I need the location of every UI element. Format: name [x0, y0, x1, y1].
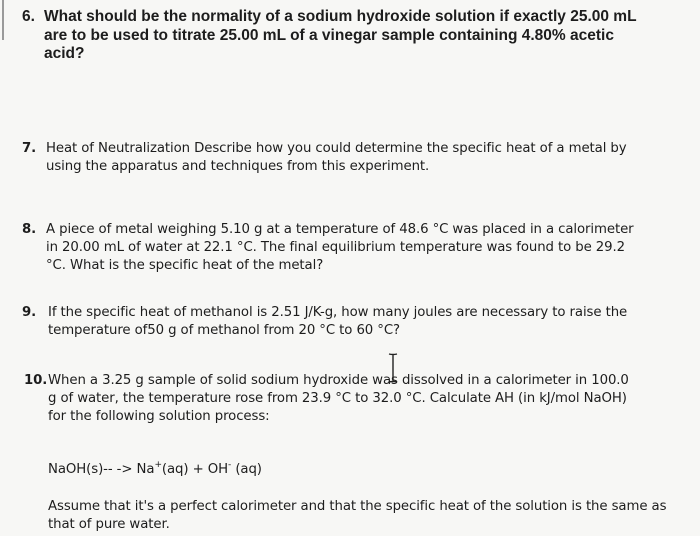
question-text: [44, 8, 684, 64]
question-text: [46, 221, 676, 276]
assumption-line: Assume that it's a perfect calorimeter and that the specific heat of the solution is the: [48, 499, 608, 514]
question-line: °C. What is the specific heat of the metal?: [46, 258, 324, 274]
question-number: 8.: [22, 222, 37, 237]
hydroxide-charge: -: [228, 460, 232, 470]
assumption-line: same as that of pure water.: [48, 499, 667, 533]
sodium-charge: +: [154, 460, 162, 470]
question-text: [48, 372, 678, 427]
question-number: 9.: [22, 305, 37, 320]
question-line: When a 3.25 g sample of solid sodium hydroxide was dissolved in a calorimeter in 100.0: [48, 373, 629, 388]
question-line: g of water, the temperature rose from 23.9 °C to 32.0 °C. Calculate AH (in kJ/mol NaOH): [48, 391, 627, 407]
question-line: What should be the normality of a sodium hydroxide solution if exactly 25.00 mL: [44, 8, 637, 25]
question-text: [46, 140, 676, 176]
question-line: acid?: [44, 45, 85, 62]
equation-sodium-state: (aq) + OH: [161, 462, 229, 477]
question-number: 7.: [22, 141, 37, 156]
assumption-note: [48, 498, 668, 534]
question-line: temperature of50 g of methanol from 20 °C to 60 °C?: [48, 323, 400, 339]
question-line: in 20.00 mL of water at 22.1 °C. The final equilibrium temperature was found to be 29.2: [46, 240, 626, 256]
question-line: using the apparatus and techniques from this experiment.: [46, 159, 430, 175]
question-line: If the specific heat of methanol is 2.51 J/K-g, how many joules are necessary to raise the: [48, 305, 628, 320]
question-line: for the following solution process:: [48, 409, 270, 425]
equation-reactant: NaOH(s)-- -> Na: [48, 462, 155, 477]
question-line: Heat of Neutralization Describe how you could determine the specific heat of a metal by: [46, 141, 627, 156]
question-number: 6.: [22, 8, 35, 25]
question-line: A piece of metal weighing 5.10 g at a temperature of 48.6 °C was placed in a calorimeter: [46, 222, 634, 237]
question-line: are to be used to titrate 25.00 mL of a vinegar sample containing 4.80% acetic: [44, 26, 614, 44]
question-number: 10.: [24, 373, 48, 388]
margin-rule: [2, 0, 4, 40]
equation-hydroxide-state: (aq): [231, 462, 262, 477]
reaction-equation: [48, 456, 262, 479]
question-text: [48, 304, 678, 340]
